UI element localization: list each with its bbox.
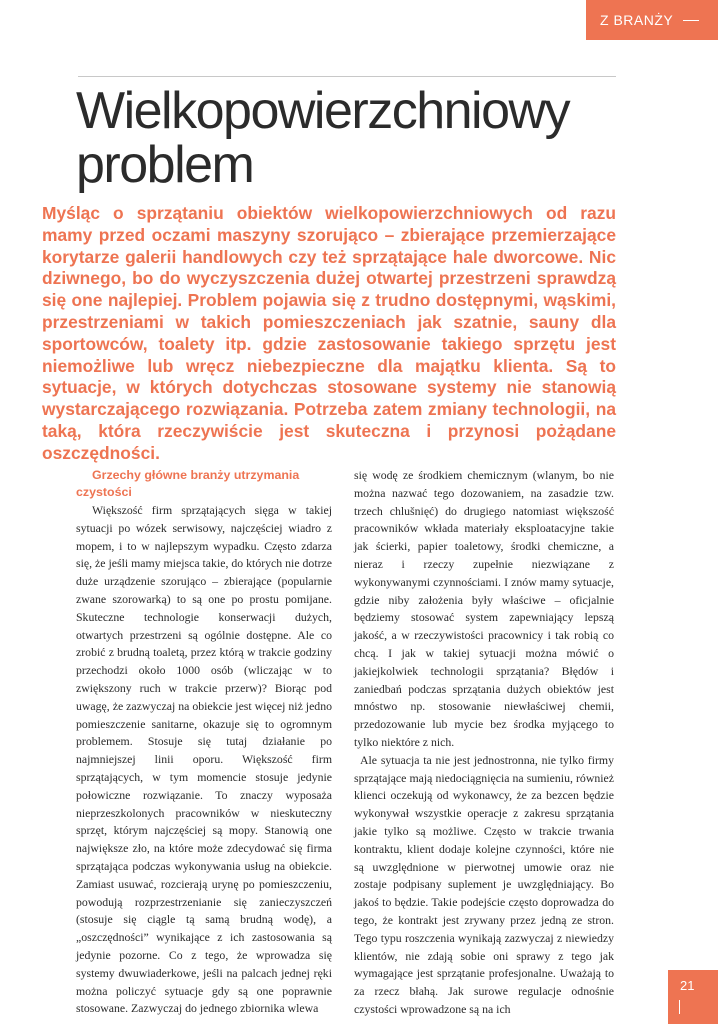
column-left bbox=[76, 467, 332, 1018]
paragraph: się wodę ze środkiem chemicznym (wlanym, bo nie można nazwać tego dozowaniem, na zasadzie tzw. trzech chlušnięć) do drugiego natomiast większość pracowników wkłada materiały eksploatacyjne takie jak ścierki, papier toaletowy, środki chemiczne, a nieraz i rzeczy zupełnie niezwiązane z wykonywanymi czynnościami. I znów mamy sytuacje, gdzie niby założenia były właściwe – oficjalnie będziemy stosować system zapewniający lepszą jakość, a w rzeczywistości pracownicy i tak robią co chcą. I jak w takiej sytuacji można mówić o jakiejkolwiek technologii sprzątania? Błędów i zaniedbań podczas sprzątania dużych obiektów jest mnóstwo np. stosowanie niewłaściwej chemii, przedozowanie lub mycie bez środka myjącego to tylko niektóre z nich. bbox=[354, 468, 614, 749]
article-lead: Myśląc o sprzątaniu obiektów wielkopowierzchniowych od razu mamy przed oczami maszyny szorująco – zbierające przemierzające korytarze galerii handlowych czy też sprzątające hale dworcowe. Nic dziwnego, bo do wyczyszczenia dużej otwartej przestrzeni sprawdzą się one najlepiej. Problem pojawia się z trudno dostępnymi, wąskimi, przestrzeniami w takich pomieszczeniach jak szatnie, sauny dla sportowców, toalety itp. gdzie zastosowanie takiego sprzętu jest niemożliwe lub wręcz niebezpieczne dla majątku klienta. Są to sytuacje, w których dotychczas stosowane systemy nie stanowią wystarczającego rozwiązania. Potrzeba zatem zmiany technologii, na taką, która rzeczywiście jest skuteczna i przynosi pożądane oszczędności. bbox=[42, 203, 616, 463]
article-subheading bbox=[76, 467, 332, 501]
section-tab bbox=[586, 0, 718, 40]
article-title: Wielkopowierzchniowy problem bbox=[76, 82, 570, 194]
section-label: Z BRANŻY bbox=[600, 12, 674, 28]
subheading-text: Grzechy główne branży utrzymania czystości bbox=[76, 468, 300, 499]
paragraph: Większość firm sprzątających sięga w takiej sytuacji po wózek serwisowy, najczęściej wiadro z mopem, i to w najlepszym wypadku. Często zdarza się, że jeśli mamy miejsca takie, do których nie dotrze duże urządzenie szorująco – zbierające (popularnie zwane szorowarką) to są one po prostu pomijane. Skuteczne technologie konserwacji dużych, otwartych przestrzeni są ogólnie dostępne. Ale co zrobić z brudną toaletą, przez którą w trakcie godziny przechodzi około 1000 osób (wliczając w to zwiększony ruch w trakcie przerw)? Biorąc pod uwagę, że zazwyczaj na obiekcie jest więcej niż jedno pomieszczenie sanitarne, okazuje się to ogromnym problemem. Stosuje się tutaj działanie po najmniejszej linii oporu. Większość firm sprzątających, w tym momencie stosuje jedynie połowiczne rozwiązanie. To znaczy wyposaża nieprzeszkolonych pracowników w nieskuteczny sprzęt, którym najczęściej są mopy. Stanowią one największe zło, na które może zdecydować się firma sprzątająca podczas wykonywania usług na obiekcie. Zamiast usuwać, rozcierają urynę po pomieszczeniu, powodują rozprzestrzenianie się zanieczyszczeń (stosuje się ciągle tą samą brudną wodę), a „oszczędności” wynikające z ich zastosowania są jedynie pozorne. Co z tego, że wprowadza się systemy dwuwiaderkowe, jeśli na palcach jednej ręki można policzyć sytuacje gdy są one poprawnie stosowane. Zazwyczaj do jednego zbiornika wlewa bbox=[76, 503, 332, 1016]
paragraph: Ale sytuacja ta nie jest jednostronna, nie tylko firmy sprzątające mają niedociągnięcia na sumieniu, również klienci oczekują od wykonawcy, że za bezcen będzie wykonywał wszystkie operacje z zakresu sprzątania jakie tylko są możliwe. Często w trakcie trwania kontraktu, klient dodaje kolejne czynności, które nie są uwzględnione w pierwotnej umowie oraz nie zostaje podpisany suplement je uwzględniający. Bo jakoś to będzie. Takie podejście często doprowadza do tego, że kontrakt jest zrywany przez jedną ze stron. Tego typu roszczenia wynikają zazwyczaj z niewiedzy klientów, nie zdają sobie oni sprawy z tego jak wymagające jest sprzątanie profesjonalne. Uważają to za rzecz błahą. Jak surowe regulacje odnośnie czystości wprowadzone są na ich bbox=[354, 752, 614, 1016]
page-number: 21 bbox=[680, 978, 695, 993]
page-number-tick bbox=[679, 1000, 680, 1014]
column-right bbox=[354, 467, 614, 1019]
section-tab-line bbox=[683, 20, 699, 21]
top-rule bbox=[78, 76, 616, 77]
page-number-box bbox=[668, 970, 718, 1024]
